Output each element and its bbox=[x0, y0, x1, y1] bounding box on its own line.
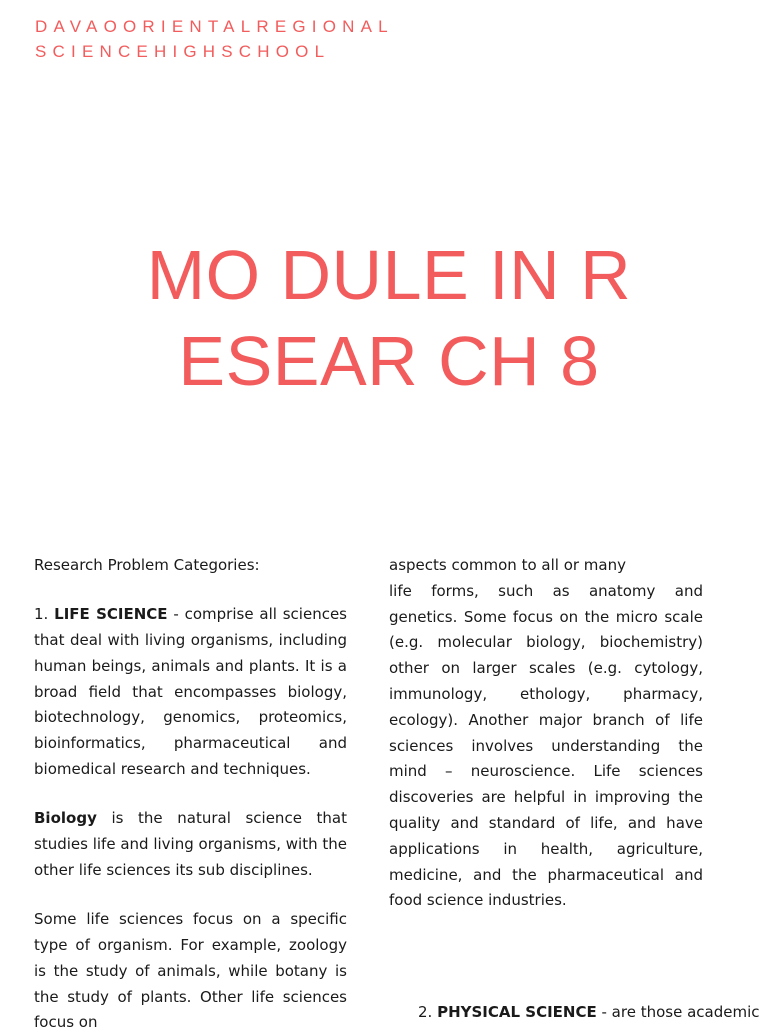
life-science-text: - comprise all sciences that deal with living organisms, including human beings, animals and plants. It is a broad field that encompasses biology, biotechnology, genomics, proteomics, bioinformatics, pharmaceutical and biomedical research and techniques. bbox=[34, 605, 347, 779]
categories-heading: Research Problem Categories: bbox=[34, 556, 260, 574]
right-first-line: aspects common to all or many bbox=[389, 556, 626, 574]
item1-number: 1. bbox=[34, 605, 55, 624]
left-column bbox=[34, 553, 347, 1036]
module-title-line2: ESEAR CH 8 bbox=[178, 322, 600, 400]
school-name bbox=[35, 14, 394, 64]
organism-paragraph: Some life sciences focus on a specific type of organism. For example, zoology is the study of animals, while botany is the study of plants. Other life sciences focus on bbox=[34, 910, 347, 1032]
module-title bbox=[0, 232, 768, 404]
physical-science-term: PHYSICAL SCIENCE bbox=[437, 1003, 597, 1021]
physical-science-paragraph bbox=[418, 1000, 760, 1026]
item2-number: 2. bbox=[418, 1003, 438, 1021]
school-name-line1: DAVAOORIENTALREGIONAL bbox=[35, 17, 394, 36]
biology-term: Biology bbox=[34, 809, 97, 828]
physical-science-text: - are those academic bbox=[596, 1003, 760, 1021]
right-column bbox=[389, 553, 703, 914]
module-title-line1: MO DULE IN R bbox=[146, 236, 632, 314]
life-science-term: LIFE SCIENCE bbox=[54, 605, 168, 624]
life-forms-paragraph: life forms, such as anatomy and genetics. Some focus on the micro scale (e.g. molecular biology, biochemistry) other on larger scales (e.g. cytology, immunology, ethology, pharmacy, ecology). Another major branch of life sciences involves understanding the mind – neuroscience. Life sciences discoveries are helpful in improving the quality and standard of life, and have applications in health, agriculture, medicine, and the pharmaceutical and food science industries. bbox=[389, 581, 703, 910]
biology-paragraph bbox=[34, 806, 347, 883]
life-science-paragraph bbox=[34, 602, 347, 783]
school-name-line2: SCIENCEHIGHSCHOOL bbox=[35, 42, 331, 61]
biology-text: is the natural science that studies life and living organisms, with the other life sciences its sub disciplines. bbox=[34, 809, 347, 879]
